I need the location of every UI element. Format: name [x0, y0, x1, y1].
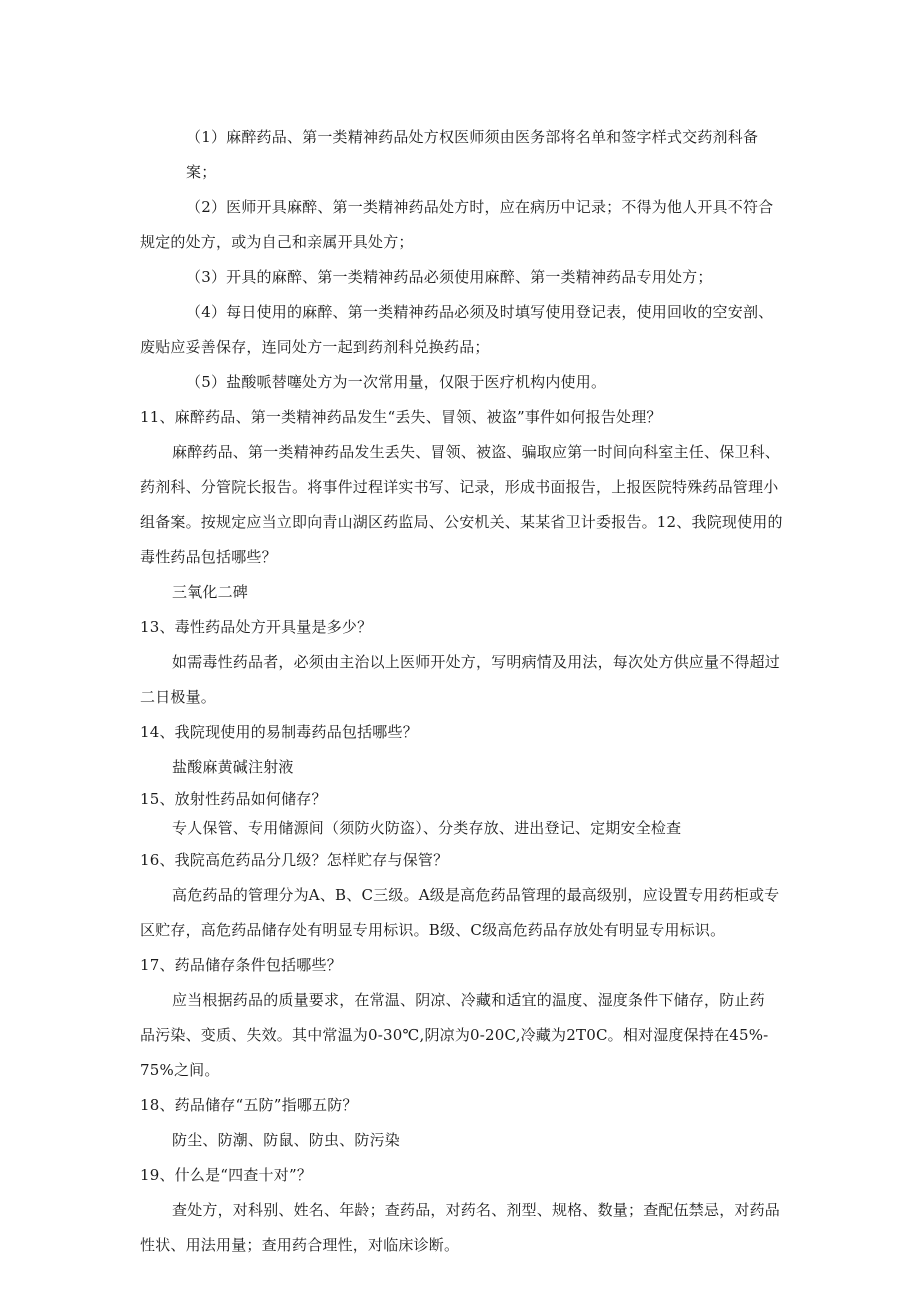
answer-14: 盐酸麻黄碱注射液 — [172, 758, 294, 776]
rule-item-1: （1）麻醉药品、第一类精神药品处方权医师须由医务部将名单和签字样式交药剂科备案； — [186, 128, 759, 181]
answer-16-line-2: 区贮存，高危药品储存处有明显专用标识。B级、C级高危药品存放处有明显专用标识。 — [140, 921, 726, 939]
question-18: 18、药品储存“五防”指哪五防？ — [140, 1096, 358, 1114]
answer-11-line-1: 麻醉药品、第一类精神药品发生丢失、冒领、被盗、骗取应第一时间向科室主任、保卫科、 — [172, 443, 781, 461]
answer-17-line-2: 品污染、变质、失效。其中常温为0-30℃,阴凉为0-20C,冷藏为2T0C。相对湿度保持在45%- — [140, 1026, 769, 1044]
question-17: 17、药品储存条件包括哪些？ — [140, 956, 342, 974]
question-19: 19、什么是“四查十对”？ — [140, 1166, 313, 1184]
answer-19-line-1: 查处方，对科别、姓名、年龄；查药品，对药名、剂型、规格、数量；查配伍禁忌，对药品 — [172, 1201, 781, 1219]
rule-item-2-cont: 规定的处方，或为自己和亲属开具处方； — [140, 233, 414, 251]
question-16: 16、我院高危药品分几级？怎样贮存与保管？ — [140, 851, 449, 869]
answer-11-line-3: 组备案。按规定应当立即向青山湖区药监局、公安机关、某某省卫计委报告。12、我院现使用的 — [140, 513, 783, 531]
rule-item-3: （3）开具的麻醉、第一类精神药品必须使用麻醉、第一类精神药品专用处方； — [186, 268, 713, 286]
question-11: 11、麻醉药品、第一类精神药品发生“丢失、冒领、被盗”事件如何报告处理？ — [140, 408, 662, 426]
answer-17-line-1: 应当根据药品的质量要求，在常温、阴凉、冷藏和适宜的温度、湿度条件下储存，防止药 — [172, 991, 765, 1009]
answer-15: 专人保管、专用储源间（须防火防盗）、分类存放、进出登记、定期安全检查 — [172, 819, 682, 837]
question-15: 15、放射性药品如何储存？ — [140, 790, 327, 808]
document-body — [140, 120, 785, 1263]
rule-item-5: （5）盐酸哌替噻处方为一次常用量，仅限于医疗机构内使用。 — [186, 373, 607, 391]
rule-item-2: （2）医师开具麻醉、第一类精神药品处方时，应在病历中记录；不得为他人开具不符合 — [186, 198, 774, 216]
q15-block — [140, 785, 785, 843]
answer-13-line-2: 二日极量。 — [140, 688, 217, 706]
question-14: 14、我院现使用的易制毒药品包括哪些？ — [140, 723, 418, 741]
answer-13-line-1: 如需毒性药品者，必须由主治以上医师开处方，写明病情及用法，每次处方供应量不得超过 — [172, 653, 781, 671]
answer-18: 防尘、防潮、防鼠、防虫、防污染 — [172, 1131, 401, 1149]
answer-12: 三氧化二碑 — [172, 583, 249, 601]
rule-item-4: （4）每日使用的麻醉、第一类精神药品必须及时填写使用登记表，使用回收的空安剖、 — [186, 303, 774, 321]
rule-item-4-cont: 废贴应妥善保存，连同处方一起到药剂科兑换药品； — [140, 338, 490, 356]
question-13: 13、毒性药品处方开具量是多少？ — [140, 618, 373, 636]
answer-11-line-2: 药剂科、分管院长报告。将事件过程详实书写、记录，形成书面报告，上报医院特殊药品管理小 — [140, 478, 779, 496]
answer-19-line-2: 性状、用法用量；查用药合理性，对临床诊断。 — [140, 1236, 460, 1254]
answer-11-line-4: 毒性药品包括哪些？ — [140, 548, 277, 566]
answer-16-line-1: 高危药品的管理分为A、B、C三级。A级是高危药品管理的最高级别，应设置专用药柜或专 — [172, 886, 780, 904]
answer-17-line-3: 75%之间。 — [140, 1061, 220, 1079]
